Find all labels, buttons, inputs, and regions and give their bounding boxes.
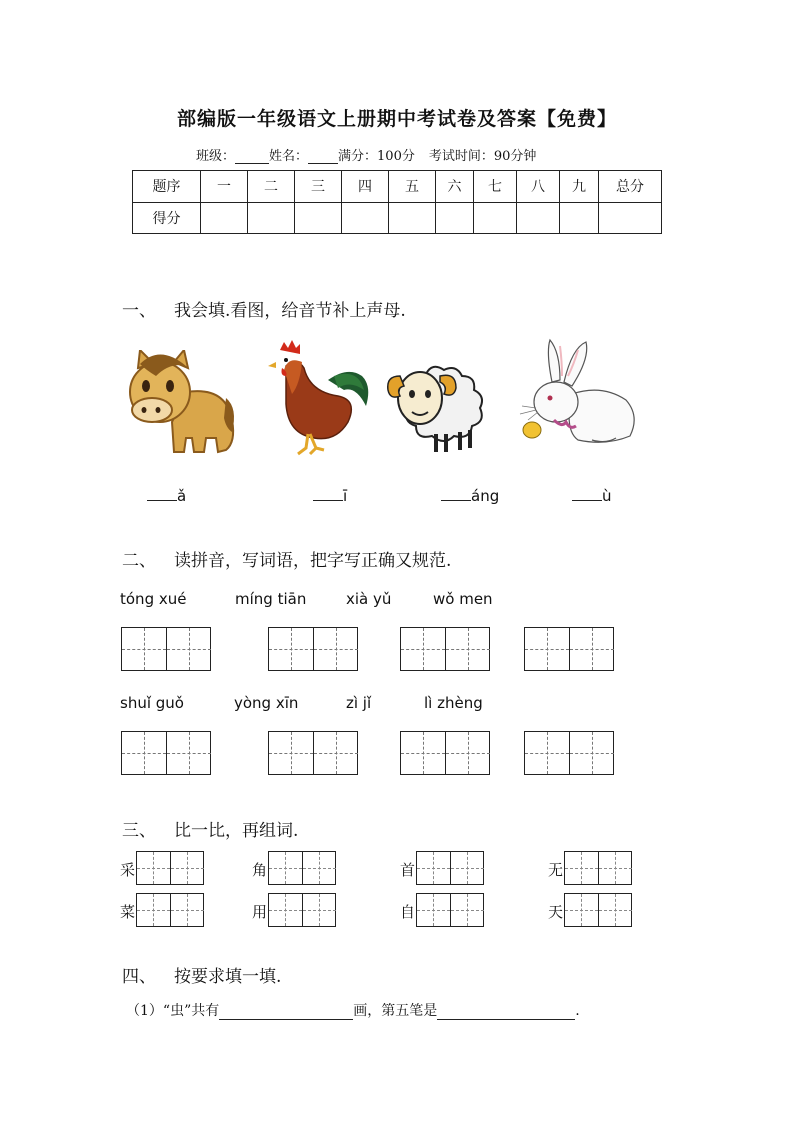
header-cell: 七	[474, 171, 517, 203]
class-label: 班级：	[196, 149, 236, 164]
score-cell[interactable]	[436, 202, 474, 234]
header-cell: 总分	[599, 171, 662, 203]
compare-char: 自	[400, 903, 416, 921]
q-text: 画，第五笔是	[353, 1003, 438, 1019]
compare-item[interactable]	[400, 893, 486, 927]
section-number: 二、	[122, 551, 156, 571]
answer-blank-1[interactable]: ǎ	[147, 486, 186, 505]
pinyin-label: zì jǐ	[346, 694, 372, 712]
score-row-label: 得分	[133, 202, 201, 234]
score-header-row	[133, 171, 662, 203]
score-cell[interactable]	[517, 202, 560, 234]
score-cell[interactable]	[560, 202, 599, 234]
writing-grid[interactable]	[400, 731, 490, 775]
compare-item[interactable]	[400, 851, 486, 885]
answer-line[interactable]	[219, 1004, 353, 1020]
section-number: 三、	[122, 821, 156, 841]
writing-grid[interactable]	[400, 627, 490, 671]
header-cell: 二	[248, 171, 295, 203]
header-cell: 六	[436, 171, 474, 203]
header-cell: 八	[517, 171, 560, 203]
score-cell[interactable]	[295, 202, 342, 234]
pinyin-label: xià yǔ	[346, 590, 392, 608]
section-1-heading	[122, 296, 406, 321]
writing-grid[interactable]	[268, 731, 358, 775]
pinyin-label: tóng xué	[120, 590, 187, 608]
section-4-heading	[122, 962, 281, 987]
compare-item[interactable]	[252, 851, 338, 885]
section-text: 我会填.看图，给音节补上声母.	[174, 301, 406, 321]
name-blank[interactable]	[308, 149, 338, 164]
pinyin-label: shuǐ guǒ	[120, 694, 184, 712]
answer-blank-4[interactable]: ù	[572, 486, 612, 505]
rooster-icon	[266, 340, 374, 458]
compare-char: 采	[120, 861, 136, 879]
header-cell: 五	[389, 171, 436, 203]
horse-icon	[126, 350, 238, 456]
header-cell: 九	[560, 171, 599, 203]
compare-char: 用	[252, 903, 268, 921]
exam-time-label: 考试时间：90分钟	[428, 149, 537, 164]
question-4-1	[126, 1000, 580, 1020]
pinyin-label: lì zhèng	[424, 694, 483, 712]
score-cell[interactable]	[342, 202, 389, 234]
rabbit-icon	[512, 338, 642, 450]
section-text: 比一比，再组词.	[174, 821, 299, 841]
score-cell[interactable]	[599, 202, 662, 234]
q-text: .	[575, 1003, 580, 1019]
compare-item[interactable]	[548, 851, 634, 885]
writing-grid[interactable]	[121, 731, 211, 775]
q-text: （1）“虫”共有	[126, 1003, 220, 1019]
class-blank[interactable]	[235, 149, 269, 164]
compare-char: 天	[548, 903, 564, 921]
score-cell[interactable]	[201, 202, 248, 234]
compare-item[interactable]	[120, 893, 206, 927]
score-row	[133, 202, 662, 234]
writing-grid[interactable]	[121, 627, 211, 671]
score-cell[interactable]	[474, 202, 517, 234]
pinyin-label: wǒ men	[433, 590, 493, 608]
compare-item[interactable]	[252, 893, 338, 927]
pinyin-label: míng tiān	[235, 590, 307, 608]
sheep-icon	[386, 350, 490, 460]
answer-blank-3[interactable]: áng	[441, 486, 499, 505]
student-info-line	[196, 145, 536, 164]
section-number: 一、	[122, 301, 156, 321]
header-cell: 一	[201, 171, 248, 203]
compare-char: 菜	[120, 903, 136, 921]
header-cell: 题序	[133, 171, 201, 203]
compare-item[interactable]	[548, 893, 634, 927]
score-table	[132, 170, 662, 234]
score-cell[interactable]	[389, 202, 436, 234]
pinyin-label: yòng xīn	[234, 694, 299, 712]
section-3-heading	[122, 816, 298, 841]
name-label: 姓名：	[269, 149, 309, 164]
section-number: 四、	[122, 967, 156, 987]
score-cell[interactable]	[248, 202, 295, 234]
header-cell: 三	[295, 171, 342, 203]
answer-blank-2[interactable]: ī	[313, 486, 347, 505]
writing-grid[interactable]	[524, 731, 614, 775]
section-text: 读拼音，写词语，把字写正确又规范.	[174, 551, 452, 571]
compare-char: 角	[252, 861, 268, 879]
compare-item[interactable]	[120, 851, 206, 885]
section-2-heading	[122, 546, 451, 571]
writing-grid[interactable]	[268, 627, 358, 671]
section-text: 按要求填一填.	[174, 967, 282, 987]
page-title: 部编版一年级语文上册期中考试卷及答案【免费】	[176, 108, 617, 130]
header-cell: 四	[342, 171, 389, 203]
writing-grid[interactable]	[524, 627, 614, 671]
answer-line[interactable]	[437, 1004, 575, 1020]
full-score-label: 满分：100分	[338, 149, 415, 164]
compare-char: 首	[400, 861, 416, 879]
compare-char: 无	[548, 861, 564, 879]
